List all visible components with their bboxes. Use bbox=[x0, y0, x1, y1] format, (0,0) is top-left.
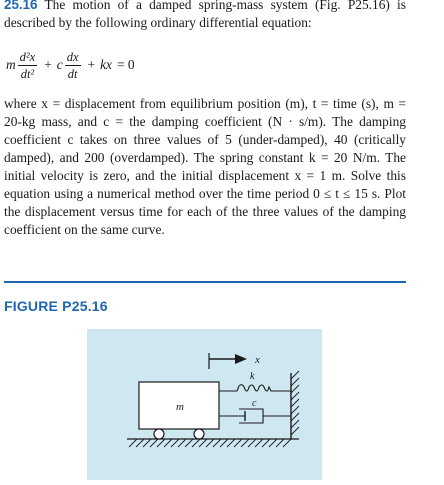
section-divider bbox=[4, 281, 406, 283]
left-wheel bbox=[154, 429, 164, 439]
spring-label: k bbox=[250, 371, 255, 382]
mass-label: m bbox=[176, 401, 184, 413]
eq-mass-symbol: m bbox=[6, 57, 16, 72]
right-wheel bbox=[194, 429, 204, 439]
problem-number: 25.16 bbox=[4, 0, 38, 12]
damper-label: c bbox=[252, 398, 257, 409]
spring-mass-figure bbox=[87, 329, 322, 480]
eq-dt2: dt² bbox=[20, 66, 35, 81]
figure-title: FIGURE P25.16 bbox=[4, 298, 108, 314]
eq-kx: kx bbox=[100, 57, 112, 72]
eq-d2x: d²x bbox=[19, 49, 36, 64]
eq-plus-2: + bbox=[87, 57, 96, 72]
eq-dx: dx bbox=[66, 49, 79, 64]
eq-c-symbol: c bbox=[56, 57, 63, 72]
displacement-label: x bbox=[255, 354, 260, 366]
intro-text: The motion of a damped spring-mass system (Fig. P25.16) is described by the following ordinary differential equation: bbox=[4, 0, 406, 30]
spring-mass-diagram bbox=[87, 329, 322, 480]
eq-second-derivative bbox=[18, 50, 38, 81]
eq-first-derivative bbox=[65, 50, 81, 81]
differential-equation bbox=[6, 44, 266, 86]
eq-plus-1: + bbox=[44, 57, 52, 72]
eq-equals: = 0 bbox=[117, 57, 135, 72]
problem-body: where x = displacement from equilibrium position (m), t = time (s), m = 20-kg mass, and c = the damping coefficient (N · s/m). The damping coefficient c takes on three values of 5 (under-damped), 40 (critically damped), and 200 (overdamped). The spring constant k = 20 N/m. The initial velocity is zero, and the initial displacement x = 1 m. Solve this equation using a numerical method over the time period 0 ≤ t ≤ 15 s. Plot the displacement versus time for each of the three values of the damping coefficient on the same curve. bbox=[4, 96, 406, 237]
problem-intro bbox=[4, 0, 406, 32]
eq-dt: dt bbox=[67, 66, 78, 81]
